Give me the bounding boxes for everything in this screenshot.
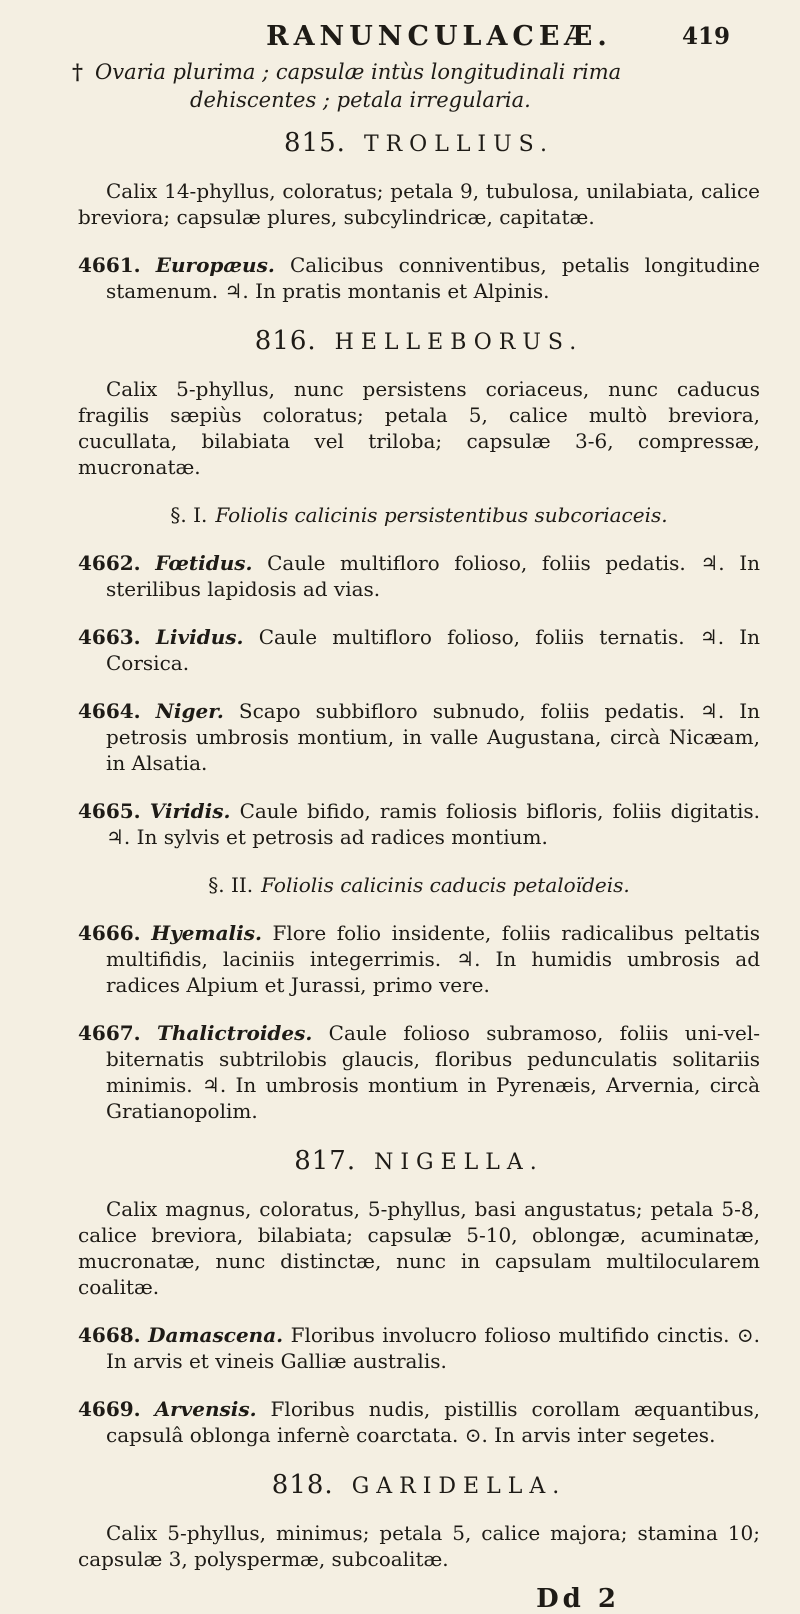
- genus-description: Calix 14-phyllus, coloratus; petala 9, tubulosa, unilabiata, calice breviora; capsulæ plures, subcylindricæ, capitatæ.: [78, 179, 760, 229]
- genus-heading: [78, 326, 760, 358]
- species-text: Caule multifloro folioso, foliis pedatis. ♃. In sterilibus lapidosis ad vias.: [106, 551, 761, 601]
- genus-name: GARIDELLA.: [351, 1474, 567, 1499]
- genus-number: 816.: [254, 326, 317, 356]
- running-header: [78, 18, 760, 56]
- running-title: RANUNCULACEÆ.: [266, 21, 612, 52]
- genus-description: Calix 5-phyllus, nunc persistens coriaceus, nunc caducus fragilis sæpiùs coloratus; petala 5, calice multò breviora, cucullata, bilabiata vel triloba; capsulæ 3-6, compressæ, mucronatæ.: [78, 377, 760, 479]
- genus-name: HELLEBORUS.: [334, 330, 584, 355]
- species-entry: [78, 1322, 760, 1374]
- genus-name: NIGELLA.: [374, 1150, 544, 1175]
- species-text: Caule folioso subramoso, foliis uni-vel-biternatis subtrilobis glaucis, floribus pedunculatis solitariis minimis. ♃. In umbrosis montium in Pyrenæis, Arvernia, circà Gratianopolim.: [106, 1021, 761, 1123]
- species-name: Europæus.: [155, 253, 275, 277]
- species-text: Calicibus conniventibus, petalis longitudine stamenum. ♃. In pratis montanis et Alpinis.: [106, 253, 761, 303]
- section-heading: [78, 872, 760, 898]
- species-number: 4662.: [78, 551, 141, 575]
- species-entry: [78, 1020, 760, 1124]
- species-name: Lividus.: [155, 625, 244, 649]
- genus-description: Calix magnus, coloratus, 5-phyllus, basi angustatus; petala 5-8, calice breviora, bilabiata; capsulæ 5-10, oblongæ, acuminatæ, mucronatæ, nunc distinctæ, nunc in capsulam multilocularem coalitæ.: [78, 1197, 760, 1299]
- species-text: Caule multifloro folioso, foliis ternatis. ♃. In Corsica.: [106, 625, 761, 675]
- species-number: 4667.: [78, 1021, 141, 1045]
- species-text: Caule bifido, ramis foliosis bifloris, foliis digitatis. ♃. In sylvis et petrosis ad radices montium.: [106, 799, 761, 849]
- species-entry: [78, 624, 760, 676]
- species-entry: [78, 798, 760, 850]
- species-number: 4668.: [78, 1323, 141, 1347]
- species-number: 4666.: [78, 921, 141, 945]
- signature-mark: Dd 2: [536, 1584, 620, 1614]
- species-entry: [78, 252, 760, 304]
- page-number: 419: [681, 23, 730, 50]
- species-number: 4661.: [78, 253, 141, 277]
- species-name: Thalictroides.: [156, 1021, 313, 1045]
- species-entry: [78, 920, 760, 998]
- species-name: Hyemalis.: [151, 921, 262, 945]
- species-text: Flore folio insidente, foliis radicalibus peltatis multifidis, laciniis integerrimis. ♃. In humidis umbrosis ad radices Alpium et Jurassi, primo vere.: [106, 921, 761, 997]
- species-name: Viridis.: [149, 799, 231, 823]
- species-entry: [78, 550, 760, 602]
- genus-description: Calix 5-phyllus, minimus; petala 5, calice majora; stamina 10; capsulæ 3, polyspermæ, subcoalitæ.: [78, 1521, 760, 1571]
- intro-line-2: dehiscentes ; petala irregularia.: [190, 88, 531, 112]
- genus-name: TROLLIUS.: [363, 132, 554, 157]
- section-label: §. II.: [208, 873, 254, 897]
- species-text: Floribus nudis, pistillis corollam æquantibus, capsulâ oblonga infernè coarctata. ⊙. In arvis inter segetes.: [106, 1397, 760, 1447]
- genus-heading: [78, 1146, 760, 1178]
- species-entry: [78, 698, 760, 776]
- genus-heading: [78, 128, 760, 160]
- genus-number: 815.: [284, 128, 346, 158]
- dagger-mark: †: [72, 59, 83, 84]
- species-number: 4665.: [78, 799, 141, 823]
- species-text: Scapo subbifloro subnudo, foliis pedatis. ♃. In petrosis umbrosis montium, in valle Augustana, circà Nicæam, in Alsatia.: [106, 699, 760, 775]
- species-name: Fœtidus.: [155, 551, 253, 575]
- species-name: Damascena.: [148, 1323, 284, 1347]
- genus-number: 817.: [294, 1146, 357, 1176]
- section-heading: [78, 502, 760, 528]
- section-title: Foliolis calicinis caducis petaloïdeis.: [261, 873, 630, 897]
- section-title: Foliolis calicinis persistentibus subcoriaceis.: [215, 503, 668, 527]
- species-number: 4664.: [78, 699, 141, 723]
- genus-number: 818.: [271, 1470, 334, 1500]
- species-number: 4669.: [78, 1397, 141, 1421]
- section-label: §. I.: [170, 503, 208, 527]
- species-number: 4663.: [78, 625, 141, 649]
- species-name: Niger.: [155, 699, 224, 723]
- species-entry: [78, 1396, 760, 1448]
- species-name: Arvensis.: [154, 1397, 257, 1421]
- intro-line-1: Ovaria plurima ; capsulæ intùs longitudinali rima: [94, 60, 622, 84]
- intro-note: [72, 58, 760, 114]
- genus-heading: [78, 1470, 760, 1502]
- species-text: Floribus involucro folioso multifido cinctis. ⊙. In arvis et vineis Galliæ australis.: [106, 1323, 761, 1373]
